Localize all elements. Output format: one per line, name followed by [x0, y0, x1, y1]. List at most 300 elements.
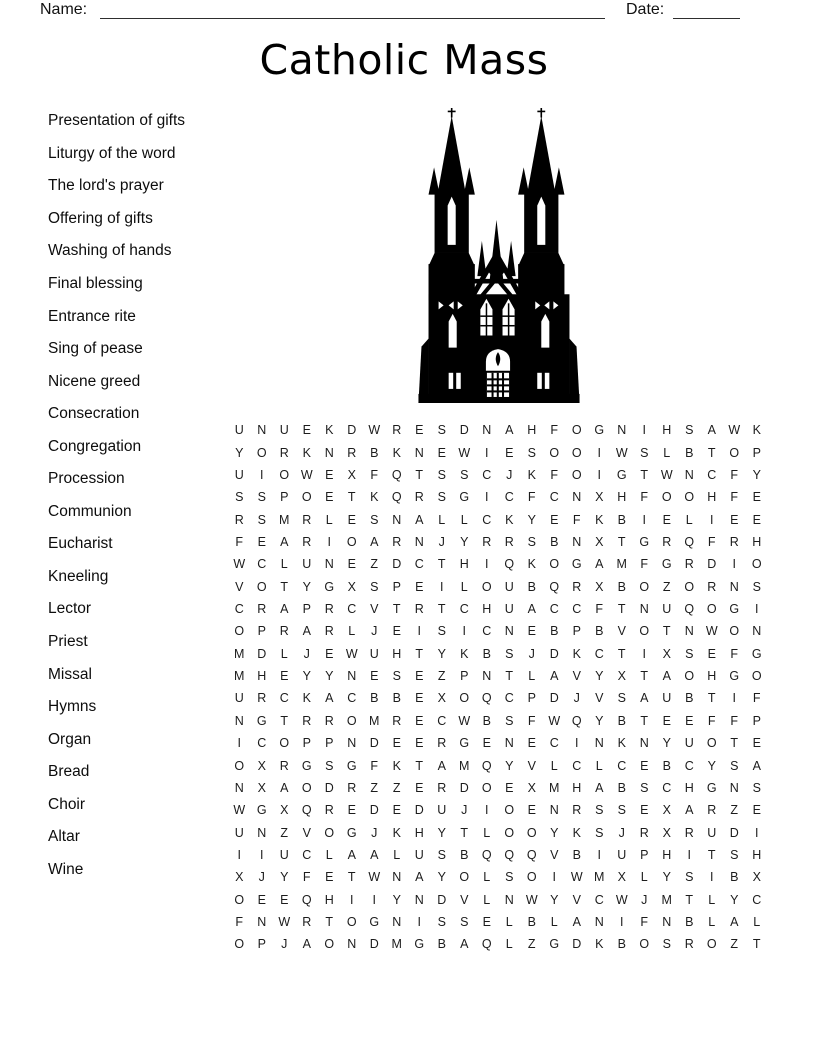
grid-letter: X — [280, 803, 289, 818]
grid-letter: L — [483, 870, 491, 885]
grid-letter: W — [615, 892, 628, 907]
grid-letter: P — [752, 713, 761, 728]
grid-letter: E — [752, 490, 761, 505]
grid-letter: I — [372, 892, 376, 907]
grid-letter: F — [640, 490, 649, 505]
grid-letter: D — [437, 892, 447, 907]
grid-letter: N — [662, 915, 672, 930]
grid-letter: D — [729, 825, 739, 840]
grid-letter: W — [233, 803, 246, 818]
grid-letter: K — [302, 691, 311, 706]
grid-letter: O — [279, 736, 290, 751]
grid-letter: R — [639, 825, 649, 840]
grid-letter: X — [617, 669, 626, 684]
grid-letter: O — [729, 624, 740, 639]
grid-letter: Y — [550, 892, 559, 907]
grid-letter: K — [527, 467, 536, 482]
grid-letter: G — [616, 467, 627, 482]
grid-letter: A — [370, 848, 379, 862]
grid-letter: L — [708, 915, 716, 930]
grid-letter: B — [595, 624, 604, 639]
grid-letter: F — [550, 467, 559, 482]
grid-letter: A — [280, 780, 289, 795]
grid-letter: B — [527, 915, 536, 930]
grid-letter: P — [257, 624, 266, 639]
grid-letter: I — [642, 512, 646, 527]
grid-letter: F — [572, 512, 581, 527]
word-list-item: The lord's prayer — [48, 177, 164, 195]
grid-letter: T — [505, 669, 514, 684]
grid-letter: J — [371, 624, 378, 639]
grid-letter: F — [707, 534, 716, 549]
grid-letter: K — [595, 937, 604, 952]
grid-letter: H — [527, 423, 537, 438]
grid-letter: C — [549, 490, 559, 505]
grid-letter: U — [302, 557, 312, 572]
word-list-item: Kneeling — [48, 567, 109, 585]
grid-letter: W — [525, 892, 538, 907]
grid-letter: O — [346, 713, 357, 728]
grid-letter: R — [662, 534, 672, 549]
grid-letter: H — [257, 669, 267, 684]
grid-letter: S — [257, 490, 266, 505]
grid-letter: U — [662, 602, 672, 617]
word-list-item: Nicene greed — [48, 372, 141, 390]
grid-letter: Y — [662, 736, 671, 751]
grid-letter: S — [527, 534, 536, 549]
grid-letter: Q — [481, 691, 492, 706]
grid-letter: T — [707, 691, 716, 706]
grid-letter: R — [684, 937, 694, 952]
grid-letter: V — [370, 602, 379, 617]
grid-letter: R — [347, 445, 357, 460]
grid-letter: R — [482, 534, 492, 549]
grid-letter: C — [279, 691, 289, 706]
grid-letter: E — [415, 736, 424, 751]
grid-letter: E — [392, 803, 401, 818]
grid-letter: P — [302, 736, 311, 751]
grid-letter: S — [640, 780, 649, 795]
grid-letter: W — [345, 646, 358, 661]
grid-letter: R — [347, 780, 357, 795]
grid-letter: N — [392, 512, 402, 527]
word-list-item: Presentation of gifts — [48, 112, 185, 130]
grid-letter: N — [684, 624, 694, 639]
grid-letter: X — [257, 758, 266, 773]
grid-letter: P — [257, 937, 266, 952]
grid-letter: G — [459, 490, 470, 505]
grid-letter: M — [391, 937, 402, 952]
grid-letter: Q — [504, 848, 515, 862]
grid-letter: U — [234, 691, 244, 706]
grid-letter: L — [550, 915, 558, 930]
grid-letter: Z — [280, 825, 289, 840]
grid-letter: U — [234, 423, 244, 438]
grid-letter: R — [279, 758, 289, 773]
grid-letter: N — [504, 892, 514, 907]
grid-letter: M — [594, 870, 605, 885]
grid-letter: R — [257, 602, 267, 617]
grid-letter: F — [640, 557, 649, 572]
grid-letter: R — [437, 736, 447, 751]
grid-letter: O — [234, 937, 245, 952]
grid-letter: A — [280, 534, 289, 549]
grid-letter: I — [260, 467, 264, 482]
grid-letter: C — [302, 848, 312, 862]
grid-letter: S — [460, 467, 469, 482]
grid-letter: U — [279, 848, 289, 862]
grid-letter: O — [729, 445, 740, 460]
grid-letter: Y — [752, 467, 761, 482]
grid-letter: I — [575, 736, 579, 751]
grid-letter: L — [528, 669, 536, 684]
grid-letter: C — [707, 467, 717, 482]
grid-letter: C — [482, 624, 492, 639]
grid-letter: A — [752, 758, 761, 773]
grid-letter: M — [279, 512, 290, 527]
grid-letter: S — [460, 915, 469, 930]
grid-letter: C — [257, 736, 267, 751]
grid-letter: H — [707, 669, 717, 684]
grid-letter: Q — [301, 803, 312, 818]
grid-letter: E — [752, 512, 761, 527]
grid-letter: E — [662, 512, 671, 527]
grid-letter: O — [346, 534, 357, 549]
grid-letter: N — [549, 803, 559, 818]
grid-letter: U — [617, 848, 627, 862]
grid-letter: R — [234, 512, 244, 527]
grid-letter: L — [483, 825, 491, 840]
grid-letter: I — [237, 736, 241, 751]
grid-letter: N — [594, 736, 604, 751]
word-list-item: Missal — [48, 665, 92, 683]
grid-letter: Z — [392, 780, 401, 795]
grid-letter: A — [460, 937, 469, 952]
grid-letter: I — [237, 848, 241, 862]
grid-letter: Q — [504, 557, 515, 572]
grid-letter: O — [504, 803, 515, 818]
grid-letter: T — [325, 915, 334, 930]
grid-letter: V — [302, 825, 311, 840]
grid-letter: N — [572, 490, 582, 505]
word-list-item: Hymns — [48, 698, 97, 716]
grid-letter: Q — [391, 467, 402, 482]
grid-letter: I — [260, 848, 264, 862]
grid-letter: T — [280, 713, 289, 728]
grid-letter: A — [347, 848, 356, 862]
grid-letter: T — [617, 534, 626, 549]
grid-letter: N — [752, 624, 762, 639]
grid-letter: Y — [505, 758, 514, 773]
grid-letter: E — [640, 803, 649, 818]
grid-letter: A — [685, 803, 694, 818]
grid-letter: S — [437, 490, 446, 505]
grid-letter: S — [505, 870, 514, 885]
grid-letter: G — [414, 937, 425, 952]
grid-letter: L — [325, 848, 333, 862]
word-list-item: Liturgy of the word — [48, 144, 176, 162]
grid-letter: S — [235, 490, 244, 505]
grid-letter: D — [369, 736, 379, 751]
grid-letter: O — [706, 937, 717, 952]
grid-letter: N — [504, 624, 514, 639]
grid-letter: I — [440, 579, 444, 594]
grid-letter: K — [572, 646, 581, 661]
grid-letter: T — [685, 892, 694, 907]
grid-letter: P — [392, 579, 401, 594]
grid-letter: H — [662, 848, 672, 862]
grid-letter: K — [527, 557, 536, 572]
grid-letter: C — [482, 512, 492, 527]
grid-letter: R — [324, 803, 334, 818]
grid-letter: B — [370, 445, 379, 460]
grid-letter: G — [639, 534, 650, 549]
grid-letter: I — [687, 848, 691, 862]
grid-letter: D — [549, 646, 559, 661]
grid-letter: I — [485, 803, 489, 818]
grid-letter: E — [482, 915, 491, 930]
grid-letter: E — [550, 512, 559, 527]
grid-letter: I — [485, 490, 489, 505]
grid-letter: D — [257, 646, 267, 661]
grid-letter: H — [752, 848, 762, 862]
grid-letter: X — [662, 825, 671, 840]
grid-letter: U — [707, 825, 717, 840]
grid-letter: E — [347, 803, 356, 818]
grid-letter: B — [617, 713, 626, 728]
grid-letter: S — [505, 713, 514, 728]
grid-letter: T — [415, 467, 424, 482]
grid-letter: J — [573, 691, 580, 706]
grid-letter: T — [617, 602, 626, 617]
grid-letter: B — [460, 848, 469, 862]
grid-letter: B — [685, 915, 694, 930]
grid-letter: L — [460, 512, 468, 527]
grid-letter: A — [707, 423, 716, 438]
grid-letter: S — [370, 512, 379, 527]
grid-letter: I — [597, 445, 601, 460]
grid-letter: B — [617, 937, 626, 952]
grid-letter: A — [325, 691, 334, 706]
grid-letter: E — [527, 624, 536, 639]
grid-letter: S — [752, 780, 761, 795]
grid-letter: P — [572, 624, 581, 639]
grid-letter: E — [482, 736, 491, 751]
grid-letter: E — [415, 691, 424, 706]
grid-letter: N — [729, 579, 739, 594]
grid-letter: F — [370, 758, 379, 773]
grid-letter: G — [549, 937, 560, 952]
grid-letter: Q — [301, 892, 312, 907]
grid-letter: F — [550, 423, 559, 438]
grid-letter: O — [324, 825, 335, 840]
grid-letter: I — [710, 512, 714, 527]
grid-letter: N — [414, 534, 424, 549]
grid-letter: V — [235, 579, 244, 594]
grid-letter: O — [526, 825, 537, 840]
grid-letter: Z — [370, 557, 379, 572]
grid-letter: Z — [437, 669, 446, 684]
grid-letter: N — [639, 602, 649, 617]
grid-letter: C — [504, 691, 514, 706]
grid-letter: N — [257, 423, 267, 438]
grid-letter: F — [595, 602, 604, 617]
grid-letter: O — [661, 490, 672, 505]
grid-letter: L — [483, 892, 491, 907]
grid-letter: R — [414, 602, 424, 617]
date-blank-line — [673, 18, 740, 19]
grid-letter: I — [350, 892, 354, 907]
grid-letter: Y — [437, 870, 446, 885]
grid-letter: A — [550, 669, 559, 684]
grid-letter: Z — [730, 937, 739, 952]
grid-letter: R — [392, 713, 402, 728]
grid-letter: N — [617, 423, 627, 438]
grid-letter: C — [594, 892, 604, 907]
word-list-item: Bread — [48, 763, 90, 781]
grid-letter: C — [459, 602, 469, 617]
grid-letter: N — [594, 915, 604, 930]
grid-letter: D — [549, 691, 559, 706]
grid-letter: P — [460, 669, 469, 684]
grid-letter: N — [392, 870, 402, 885]
grid-letter: Y — [707, 758, 716, 773]
grid-letter: G — [301, 758, 312, 773]
grid-letter: R — [279, 445, 289, 460]
grid-letter: R — [324, 624, 334, 639]
grid-letter: D — [572, 937, 582, 952]
grid-letter: N — [347, 937, 357, 952]
grid-letter: B — [482, 713, 491, 728]
word-list-item: Procession — [48, 470, 125, 488]
cathedral-silhouette-icon — [413, 107, 585, 403]
grid-letter: U — [504, 602, 514, 617]
grid-letter: O — [549, 557, 560, 572]
grid-letter: J — [258, 870, 265, 885]
grid-letter: L — [663, 445, 671, 460]
grid-letter: O — [459, 870, 470, 885]
grid-letter: D — [369, 803, 379, 818]
grid-letter: Y — [437, 646, 446, 661]
grid-letter: G — [369, 915, 380, 930]
grid-letter: S — [437, 624, 446, 639]
grid-letter: Y — [392, 892, 401, 907]
grid-letter: C — [257, 557, 267, 572]
grid-letter: H — [414, 825, 424, 840]
grid-letter: W — [458, 713, 471, 728]
grid-letter: A — [415, 870, 424, 885]
grid-letter: C — [752, 892, 762, 907]
grid-letter: O — [706, 736, 717, 751]
grid-letter: L — [280, 646, 288, 661]
grid-letter: S — [370, 579, 379, 594]
grid-letter: O — [256, 445, 267, 460]
grid-letter: M — [459, 758, 470, 773]
grid-letter: D — [707, 557, 717, 572]
grid-letter: I — [597, 848, 601, 862]
grid-letter: I — [642, 646, 646, 661]
grid-letter: T — [752, 937, 761, 952]
grid-letter: M — [549, 780, 560, 795]
grid-letter: E — [415, 669, 424, 684]
grid-letter: P — [325, 736, 334, 751]
grid-letter: Y — [437, 825, 446, 840]
grid-letter: E — [280, 892, 289, 907]
grid-letter: K — [325, 423, 334, 438]
grid-letter: F — [235, 915, 244, 930]
grid-letter: S — [325, 758, 334, 773]
grid-letter: B — [685, 691, 694, 706]
grid-letter: B — [392, 691, 401, 706]
grid-letter: S — [617, 803, 626, 818]
grid-letter: O — [256, 579, 267, 594]
grid-letter: T — [415, 758, 424, 773]
grid-letter: S — [527, 445, 536, 460]
grid-letter: B — [370, 691, 379, 706]
grid-letter: F — [730, 646, 739, 661]
grid-letter: B — [550, 534, 559, 549]
grid-letter: C — [549, 736, 559, 751]
grid-letter: D — [392, 557, 402, 572]
grid-letter: Y — [730, 892, 739, 907]
grid-letter: H — [459, 557, 469, 572]
grid-letter: O — [751, 557, 762, 572]
grid-letter: O — [639, 579, 650, 594]
grid-letter: W — [278, 915, 291, 930]
grid-letter: F — [730, 467, 739, 482]
grid-letter: R — [707, 579, 717, 594]
grid-letter: A — [302, 937, 311, 952]
grid-letter: C — [482, 467, 492, 482]
grid-letter: F — [730, 490, 739, 505]
grid-letter: R — [392, 534, 402, 549]
word-list-item: Entrance rite — [48, 307, 136, 325]
grid-letter: G — [324, 579, 335, 594]
grid-letter: F — [235, 534, 244, 549]
grid-letter: C — [347, 691, 357, 706]
grid-letter: U — [279, 423, 289, 438]
name-blank-line — [100, 18, 605, 19]
grid-letter: I — [732, 557, 736, 572]
grid-letter: I — [485, 557, 489, 572]
grid-letter: E — [527, 736, 536, 751]
grid-letter: I — [417, 915, 421, 930]
grid-letter: S — [595, 803, 604, 818]
grid-letter: S — [685, 646, 694, 661]
grid-letter: S — [437, 848, 446, 862]
grid-letter: V — [572, 892, 581, 907]
grid-letter: L — [595, 758, 603, 773]
grid-letter: T — [437, 602, 446, 617]
grid-letter: X — [437, 691, 446, 706]
grid-letter: Q — [391, 490, 402, 505]
word-list-item: Offering of gifts — [48, 209, 153, 227]
grid-letter: O — [459, 691, 470, 706]
grid-letter: J — [461, 803, 468, 818]
grid-letter: V — [527, 758, 536, 773]
grid-letter: R — [302, 534, 312, 549]
grid-letter: C — [437, 713, 447, 728]
grid-letter: C — [662, 780, 672, 795]
grid-letter: L — [640, 870, 648, 885]
grid-letter: E — [415, 780, 424, 795]
grid-letter: N — [257, 915, 267, 930]
word-list — [48, 105, 185, 886]
grid-letter: D — [369, 937, 379, 952]
grid-letter: O — [639, 937, 650, 952]
grid-letter: B — [617, 579, 626, 594]
grid-letter: K — [572, 825, 581, 840]
